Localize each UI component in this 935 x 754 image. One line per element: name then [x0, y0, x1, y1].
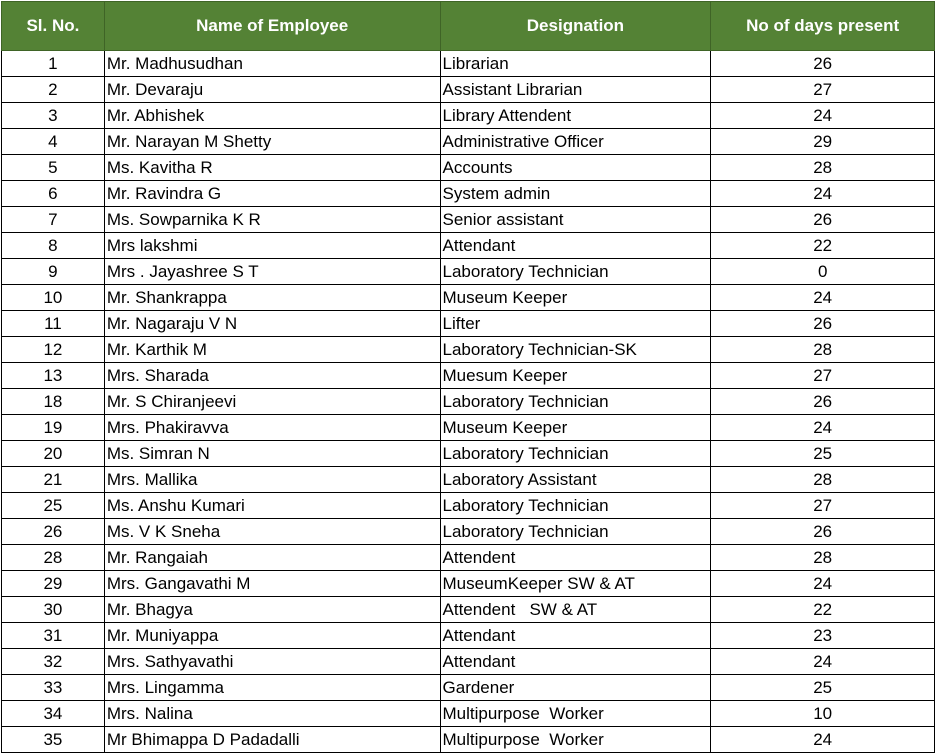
cell-designation: Attendent [440, 545, 711, 571]
cell-designation: Attendent SW & AT [440, 597, 711, 623]
cell-days-present: 26 [711, 389, 935, 415]
table-row [2, 415, 935, 441]
cell-employee-name: Mrs. Sathyavathi [104, 649, 440, 675]
cell-designation: Laboratory Technician [440, 519, 711, 545]
cell-sl-no: 20 [2, 441, 105, 467]
cell-sl-no: 1 [2, 51, 105, 77]
table-row [2, 207, 935, 233]
cell-days-present: 24 [711, 181, 935, 207]
table-row [2, 545, 935, 571]
cell-designation: Senior assistant [440, 207, 711, 233]
cell-designation: Museum Keeper [440, 285, 711, 311]
cell-days-present: 29 [711, 129, 935, 155]
attendance-table [1, 1, 935, 753]
cell-designation: Laboratory Technician [440, 259, 711, 285]
cell-sl-no: 7 [2, 207, 105, 233]
table-row [2, 623, 935, 649]
cell-designation: Laboratory Technician [440, 389, 711, 415]
cell-employee-name: Mr. Muniyappa [104, 623, 440, 649]
cell-sl-no: 29 [2, 571, 105, 597]
cell-days-present: 27 [711, 493, 935, 519]
cell-sl-no: 34 [2, 701, 105, 727]
cell-days-present: 28 [711, 545, 935, 571]
cell-employee-name: Mrs. Mallika [104, 467, 440, 493]
table-body [2, 51, 935, 753]
header-name-of-employee: Name of Employee [104, 2, 440, 51]
cell-days-present: 24 [711, 649, 935, 675]
cell-employee-name: Mrs. Gangavathi M [104, 571, 440, 597]
cell-employee-name: Mrs. Phakiravva [104, 415, 440, 441]
table-row [2, 727, 935, 753]
cell-days-present: 25 [711, 675, 935, 701]
table-row [2, 467, 935, 493]
cell-sl-no: 2 [2, 77, 105, 103]
cell-employee-name: Mr. Rangaiah [104, 545, 440, 571]
cell-employee-name: Mr. Narayan M Shetty [104, 129, 440, 155]
table-row [2, 77, 935, 103]
cell-employee-name: Mr. S Chiranjeevi [104, 389, 440, 415]
cell-days-present: 22 [711, 233, 935, 259]
table-row [2, 233, 935, 259]
table-row [2, 103, 935, 129]
cell-sl-no: 11 [2, 311, 105, 337]
cell-employee-name: Mr Bhimappa D Padadalli [104, 727, 440, 753]
cell-sl-no: 25 [2, 493, 105, 519]
cell-days-present: 28 [711, 337, 935, 363]
cell-employee-name: Ms. V K Sneha [104, 519, 440, 545]
table-row [2, 441, 935, 467]
cell-designation: Assistant Librarian [440, 77, 711, 103]
cell-days-present: 24 [711, 103, 935, 129]
cell-employee-name: Mr. Madhusudhan [104, 51, 440, 77]
cell-designation: MuseumKeeper SW & AT [440, 571, 711, 597]
cell-sl-no: 8 [2, 233, 105, 259]
cell-days-present: 26 [711, 311, 935, 337]
cell-designation: Attendant [440, 623, 711, 649]
header-row [2, 2, 935, 51]
cell-employee-name: Mrs. Sharada [104, 363, 440, 389]
cell-sl-no: 30 [2, 597, 105, 623]
table-row [2, 571, 935, 597]
cell-days-present: 24 [711, 727, 935, 753]
cell-designation: Gardener [440, 675, 711, 701]
cell-sl-no: 32 [2, 649, 105, 675]
cell-days-present: 27 [711, 363, 935, 389]
cell-sl-no: 12 [2, 337, 105, 363]
cell-employee-name: Mr. Ravindra G [104, 181, 440, 207]
cell-employee-name: Mr. Bhagya [104, 597, 440, 623]
cell-days-present: 24 [711, 571, 935, 597]
table-row [2, 701, 935, 727]
cell-designation: Accounts [440, 155, 711, 181]
cell-employee-name: Ms. Sowparnika K R [104, 207, 440, 233]
cell-sl-no: 10 [2, 285, 105, 311]
cell-days-present: 27 [711, 77, 935, 103]
cell-designation: Library Attendent [440, 103, 711, 129]
table-row [2, 311, 935, 337]
cell-sl-no: 6 [2, 181, 105, 207]
table-header [2, 2, 935, 51]
table-row [2, 649, 935, 675]
cell-designation: Librarian [440, 51, 711, 77]
cell-days-present: 24 [711, 285, 935, 311]
cell-sl-no: 5 [2, 155, 105, 181]
cell-days-present: 26 [711, 51, 935, 77]
header-days-present: No of days present [711, 2, 935, 51]
table-row [2, 389, 935, 415]
cell-designation: Laboratory Technician [440, 441, 711, 467]
cell-sl-no: 31 [2, 623, 105, 649]
cell-sl-no: 18 [2, 389, 105, 415]
cell-designation: Laboratory Assistant [440, 467, 711, 493]
cell-designation: System admin [440, 181, 711, 207]
cell-employee-name: Ms. Kavitha R [104, 155, 440, 181]
table-row [2, 519, 935, 545]
cell-sl-no: 28 [2, 545, 105, 571]
header-designation: Designation [440, 2, 711, 51]
table-row [2, 363, 935, 389]
cell-designation: Attendant [440, 233, 711, 259]
header-sl-no: Sl. No. [2, 2, 105, 51]
cell-days-present: 26 [711, 519, 935, 545]
table-row [2, 129, 935, 155]
cell-days-present: 28 [711, 155, 935, 181]
cell-employee-name: Ms. Simran N [104, 441, 440, 467]
table-row [2, 155, 935, 181]
cell-employee-name: Mr. Devaraju [104, 77, 440, 103]
cell-sl-no: 35 [2, 727, 105, 753]
cell-designation: Lifter [440, 311, 711, 337]
cell-designation: Attendant [440, 649, 711, 675]
cell-days-present: 25 [711, 441, 935, 467]
table-row [2, 181, 935, 207]
cell-employee-name: Ms. Anshu Kumari [104, 493, 440, 519]
cell-designation: Multipurpose Worker [440, 727, 711, 753]
cell-designation: Multipurpose Worker [440, 701, 711, 727]
cell-employee-name: Mrs. Nalina [104, 701, 440, 727]
cell-days-present: 28 [711, 467, 935, 493]
cell-sl-no: 3 [2, 103, 105, 129]
cell-employee-name: Mr. Nagaraju V N [104, 311, 440, 337]
cell-sl-no: 21 [2, 467, 105, 493]
table-row [2, 337, 935, 363]
table-row [2, 675, 935, 701]
cell-designation: Museum Keeper [440, 415, 711, 441]
cell-sl-no: 19 [2, 415, 105, 441]
cell-days-present: 22 [711, 597, 935, 623]
cell-employee-name: Mr. Shankrappa [104, 285, 440, 311]
cell-employee-name: Mrs. Lingamma [104, 675, 440, 701]
cell-employee-name: Mr. Karthik M [104, 337, 440, 363]
cell-sl-no: 26 [2, 519, 105, 545]
cell-days-present: 23 [711, 623, 935, 649]
table-row [2, 493, 935, 519]
cell-days-present: 10 [711, 701, 935, 727]
table-row [2, 259, 935, 285]
cell-sl-no: 9 [2, 259, 105, 285]
table-row [2, 285, 935, 311]
cell-designation: Laboratory Technician-SK [440, 337, 711, 363]
cell-employee-name: Mrs . Jayashree S T [104, 259, 440, 285]
cell-sl-no: 4 [2, 129, 105, 155]
table-row [2, 51, 935, 77]
cell-days-present: 26 [711, 207, 935, 233]
cell-days-present: 0 [711, 259, 935, 285]
cell-sl-no: 13 [2, 363, 105, 389]
cell-designation: Laboratory Technician [440, 493, 711, 519]
cell-employee-name: Mr. Abhishek [104, 103, 440, 129]
cell-employee-name: Mrs lakshmi [104, 233, 440, 259]
cell-sl-no: 33 [2, 675, 105, 701]
cell-designation: Muesum Keeper [440, 363, 711, 389]
cell-designation: Administrative Officer [440, 129, 711, 155]
table-row [2, 597, 935, 623]
cell-days-present: 24 [711, 415, 935, 441]
